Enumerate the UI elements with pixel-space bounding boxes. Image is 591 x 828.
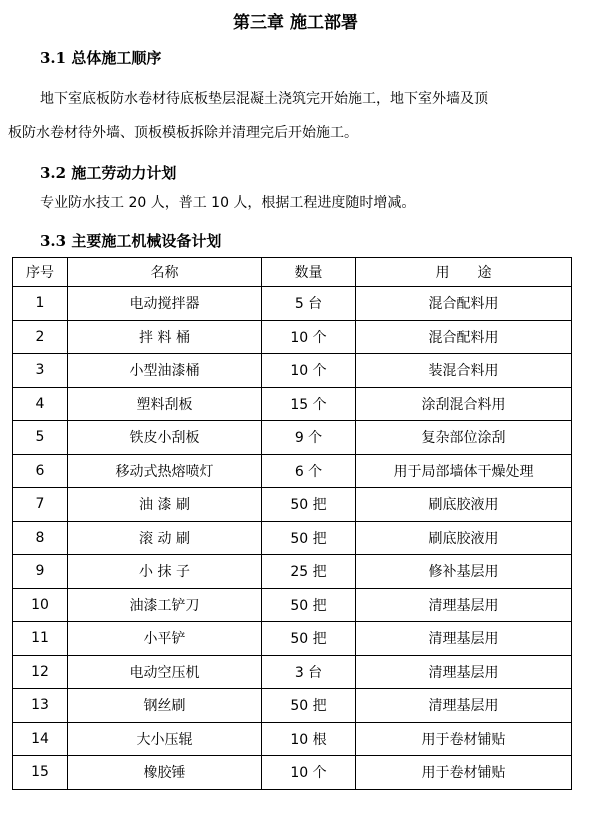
table-row [13, 622, 572, 656]
cell-purpose: 涂刮混合料用 [356, 387, 572, 421]
cell-index: 7 [13, 488, 68, 522]
cell-purpose: 用于卷材铺贴 [356, 722, 572, 756]
cell-purpose: 用于局部墙体干燥处理 [356, 454, 572, 488]
cell-quantity: 10 个 [262, 320, 356, 354]
table-row [13, 421, 572, 455]
cell-name: 塑料刮板 [68, 387, 262, 421]
table-row [13, 488, 572, 522]
cell-purpose: 混合配料用 [356, 320, 572, 354]
cell-name: 电动搅拌器 [68, 287, 262, 321]
table-row [13, 689, 572, 723]
cell-quantity: 5 台 [262, 287, 356, 321]
header-purpose: 用 途 [356, 258, 572, 287]
cell-name: 移动式热熔喷灯 [68, 454, 262, 488]
cell-name: 拌 料 桶 [68, 320, 262, 354]
cell-purpose: 用于卷材铺贴 [356, 756, 572, 790]
header-index: 序号 [13, 258, 68, 287]
cell-name: 小平铲 [68, 622, 262, 656]
cell-index: 8 [13, 521, 68, 555]
cell-quantity: 9 个 [262, 421, 356, 455]
cell-quantity: 50 把 [262, 488, 356, 522]
cell-quantity: 10 个 [262, 756, 356, 790]
cell-purpose: 清理基层用 [356, 622, 572, 656]
cell-name: 小型油漆桶 [68, 354, 262, 388]
table-row [13, 555, 572, 589]
cell-name: 滚 动 刷 [68, 521, 262, 555]
cell-quantity: 3 台 [262, 655, 356, 689]
cell-name: 小 抹 子 [68, 555, 262, 589]
cell-purpose: 清理基层用 [356, 689, 572, 723]
paragraph-line: 专业防水技工 20 人，普工 10 人，根据工程进度随时增减。 [40, 195, 416, 211]
table-row [13, 756, 572, 790]
cell-index: 3 [13, 354, 68, 388]
table-row [13, 655, 572, 689]
cell-name: 铁皮小刮板 [68, 421, 262, 455]
cell-purpose: 清理基层用 [356, 588, 572, 622]
cell-index: 11 [13, 622, 68, 656]
header-name: 名称 [68, 258, 262, 287]
cell-quantity: 50 把 [262, 689, 356, 723]
cell-name: 油漆工铲刀 [68, 588, 262, 622]
cell-index: 10 [13, 588, 68, 622]
section-heading-3-2: 3.2 施工劳动力计划 [40, 164, 177, 182]
cell-purpose: 装混合料用 [356, 354, 572, 388]
cell-quantity: 10 根 [262, 722, 356, 756]
cell-name: 钢丝刷 [68, 689, 262, 723]
cell-purpose: 复杂部位涂刮 [356, 421, 572, 455]
table-row [13, 521, 572, 555]
cell-quantity: 6 个 [262, 454, 356, 488]
cell-purpose: 刷底胶液用 [356, 521, 572, 555]
table-header-row [13, 258, 572, 287]
cell-index: 2 [13, 320, 68, 354]
cell-quantity: 50 把 [262, 521, 356, 555]
cell-index: 13 [13, 689, 68, 723]
cell-index: 9 [13, 555, 68, 589]
cell-name: 油 漆 刷 [68, 488, 262, 522]
table-row [13, 354, 572, 388]
cell-index: 14 [13, 722, 68, 756]
paragraph-line: 地下室底板防水卷材待底板垫层混凝土浇筑完开始施工，地下室外墙及顶 [40, 91, 488, 107]
cell-quantity: 10 个 [262, 354, 356, 388]
cell-index: 15 [13, 756, 68, 790]
equipment-table [12, 257, 572, 790]
cell-purpose: 混合配料用 [356, 287, 572, 321]
cell-quantity: 15 个 [262, 387, 356, 421]
table-row [13, 454, 572, 488]
cell-purpose: 清理基层用 [356, 655, 572, 689]
paragraph-line: 板防水卷材待外墙、顶板模板拆除并清理完后开始施工。 [8, 125, 358, 141]
cell-quantity: 50 把 [262, 622, 356, 656]
section-heading-3-3: 3.3 主要施工机械设备计划 [40, 232, 222, 250]
cell-index: 12 [13, 655, 68, 689]
cell-name: 大小压辊 [68, 722, 262, 756]
cell-index: 4 [13, 387, 68, 421]
cell-index: 5 [13, 421, 68, 455]
cell-purpose: 修补基层用 [356, 555, 572, 589]
cell-name: 电动空压机 [68, 655, 262, 689]
header-quantity: 数量 [262, 258, 356, 287]
cell-name: 橡胶锤 [68, 756, 262, 790]
table-row [13, 588, 572, 622]
cell-purpose: 刷底胶液用 [356, 488, 572, 522]
cell-quantity: 50 把 [262, 588, 356, 622]
table-row [13, 287, 572, 321]
cell-index: 1 [13, 287, 68, 321]
table-row [13, 387, 572, 421]
table-row [13, 722, 572, 756]
chapter-title: 第三章 施工部署 [233, 13, 358, 33]
table-row [13, 320, 572, 354]
cell-quantity: 25 把 [262, 555, 356, 589]
cell-index: 6 [13, 454, 68, 488]
section-heading-3-1: 3.1 总体施工顺序 [40, 49, 162, 67]
